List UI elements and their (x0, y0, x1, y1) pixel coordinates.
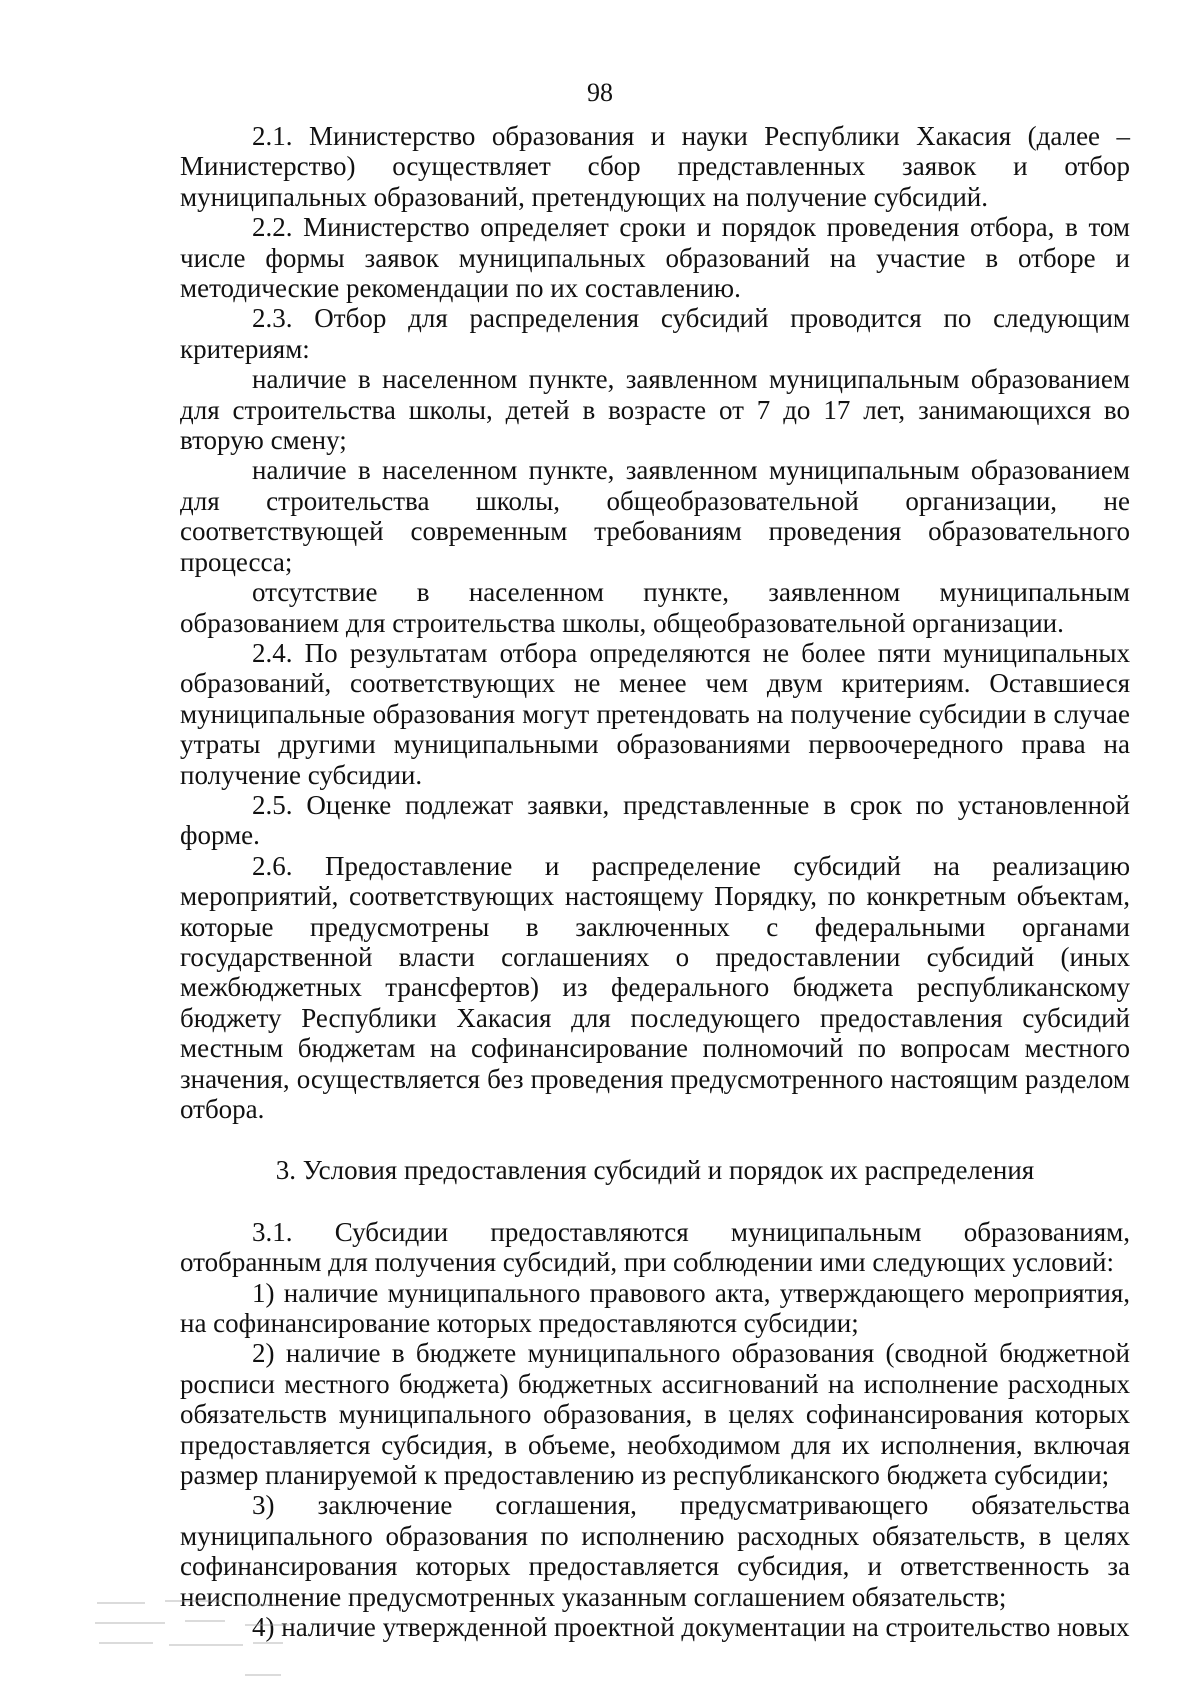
paragraph-2-4: 2.4. По результатам отбора определяются не более пяти муниципальных образований, соответствующих не менее чем двум критериям. Оставшиеся муниципальные образования могут претендовать на получение субсидии в случае утраты другими муниципальными образованиями первоочередного права на получение субсидии. (180, 637, 1130, 790)
criterion-3: отсутствие в населенном пункте, заявленном муниципальным образованием для строительства школы, общеобразовательной организации. (180, 577, 1130, 638)
paragraph-2-5: 2.5. Оценке подлежат заявки, представленные в срок по установленной форме. (180, 789, 1130, 851)
scan-artifact (95, 1598, 305, 1680)
condition-4: 4) наличие утвержденной проектной документации на строительство новых (252, 1612, 1130, 1643)
paragraph-2-2: 2.2. Министерство определяет сроки и порядок проведения отбора, в том числе формы заявок муниципальных образований на участие в отборе и методические рекомендации по их составлению. (180, 212, 1130, 304)
paragraph-2-3: 2.3. Отбор для распределения субсидий проводится по следующим критериям: (180, 303, 1130, 364)
condition-2: 2) наличие в бюджете муниципального образования (сводной бюджетной росписи местного бюджета) бюджетных ассигнований на исполнение расходных обязательств муниципального образования, в целях софинансирования которых предоставляется субсидия, в объеме, необходимом для их исполнения, включая размер планируемой к предоставлению из республиканского бюджета субсидии; (180, 1338, 1130, 1491)
section-heading: 3. Условия предоставления субсидий и порядок их распределения (275, 1155, 1035, 1186)
paragraph-2-1: 2.1. Министерство образования и науки Республики Хакасия (далее – Министерство) осуществляет сбор представленных заявок и отбор муниципальных образований, претендующих на получение субсидий. (180, 121, 1130, 212)
criterion-2: наличие в населенном пункте, заявленном муниципальным образованием для строительства школы, общеобразовательной организации, не соответствующей современным требованиям проведения образовательного процесса; (180, 455, 1130, 577)
paragraph-2-6: 2.6. Предоставление и распределение субсидий на реализацию мероприятий, соответствующих настоящему Порядку, по конкретным объектам, которые предусмотрены в заключенных с федеральными органами государственной власти соглашениях о предоставлении субсидий (иных межбюджетных трансфертов) из федерального бюджета республиканскому бюджету Республики Хакасия для последующего предоставления субсидий местным бюджетам на софинансирование полномочий по вопросам местного значения, осуществляется без проведения предусмотренного настоящим разделом отбора. (180, 850, 1130, 1124)
criterion-1: наличие в населенном пункте, заявленном муниципальным образованием для строительства школы, детей в возрасте от 7 до 17 лет, занимающихся во вторую смену; (180, 364, 1130, 456)
paragraph-3-1: 3.1. Субсидии предоставляются муниципальным образованиям, отобранным для получения субсидий, при соблюдении ими следующих условий: (180, 1216, 1130, 1278)
page-number: 98 (587, 78, 613, 107)
condition-3: 3) заключение соглашения, предусматривающего обязательства муниципального образования по исполнению расходных обязательств, в целях софинансирования которых предоставляется субсидия, и ответственность за неисполнение предусмотренных указанным соглашением обязательств; (180, 1490, 1130, 1612)
condition-1: 1) наличие муниципального правового акта, утверждающего мероприятия, на софинансирование которых предоставляются субсидии; (180, 1277, 1130, 1339)
document-body (180, 121, 1130, 1643)
